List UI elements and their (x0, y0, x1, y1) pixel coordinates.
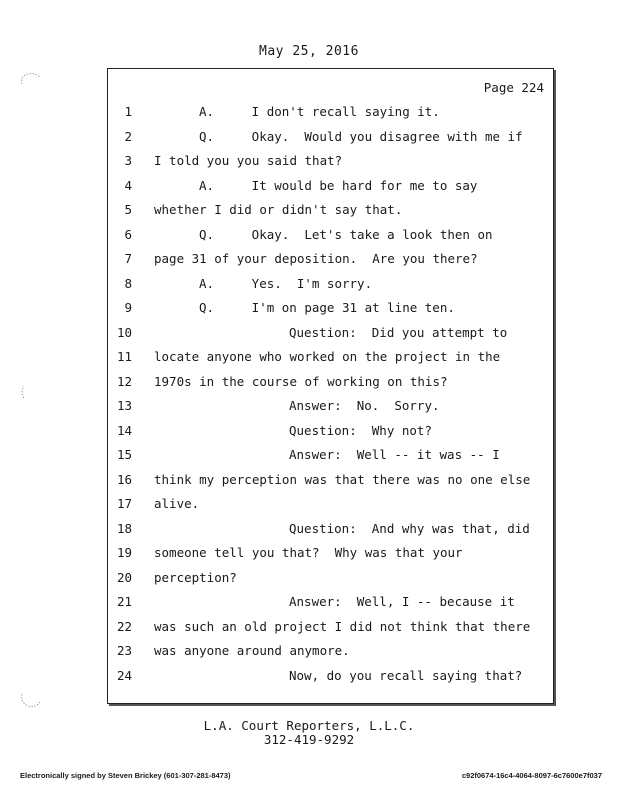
line-number: 17 (116, 496, 132, 511)
line-number: 11 (116, 349, 132, 364)
punch-hole-mark (18, 70, 44, 90)
line-number: 16 (116, 471, 132, 487)
transcript-line (0, 496, 618, 520)
transcript-line (0, 521, 618, 545)
line-text: Answer: Well -- it was -- I (289, 447, 500, 462)
transcript-line (0, 349, 618, 373)
line-text: I told you you said that? (154, 153, 343, 168)
line-number: 19 (116, 545, 132, 560)
line-number: 7 (124, 251, 132, 266)
line-number: 2 (124, 128, 132, 144)
line-number: 8 (124, 275, 132, 291)
line-number: 18 (116, 520, 132, 536)
line-number: 20 (116, 569, 132, 585)
transcript-line (0, 545, 618, 569)
line-text: perception? (154, 569, 237, 585)
transcript-line (0, 447, 618, 471)
line-number: 9 (124, 300, 132, 315)
line-number: 13 (116, 398, 132, 413)
transcript-line (0, 178, 618, 202)
line-text: Q. I'm on page 31 at line ten. (199, 300, 455, 315)
transcript-line (0, 423, 618, 447)
line-number: 24 (116, 667, 132, 683)
line-text: was such an old project I did not think that there (154, 618, 531, 634)
line-text: alive. (154, 496, 200, 511)
line-number: 21 (116, 594, 132, 609)
line-text: 1970s in the course of working on this? (154, 373, 448, 389)
line-number: 5 (124, 202, 132, 217)
line-text: A. I don't recall saying it. (199, 104, 440, 119)
line-text: Answer: No. Sorry. (289, 398, 440, 413)
transcript-line (0, 300, 618, 324)
transcript-line (0, 325, 618, 349)
line-text: Now, do you recall saying that? (289, 667, 523, 683)
line-number: 22 (116, 618, 132, 634)
transcript-line (0, 570, 618, 594)
line-text: Question: Why not? (289, 422, 432, 438)
transcript-line (0, 202, 618, 226)
line-text: Question: And why was that, did (289, 520, 530, 536)
transcript-line (0, 251, 618, 275)
line-text: page 31 of your deposition. Are you there? (154, 251, 478, 266)
line-number: 4 (124, 177, 132, 193)
document-id: c92f0674-16c4-4064-8097-6c7600e7f037 (461, 771, 602, 780)
line-number: 14 (116, 422, 132, 438)
transcript-line (0, 594, 618, 618)
line-number: 3 (124, 153, 132, 168)
transcript-line (0, 643, 618, 667)
line-text: Answer: Well, I -- because it (289, 594, 515, 609)
line-number: 1 (124, 104, 132, 119)
transcript-line (0, 153, 618, 177)
transcript-line (0, 398, 618, 422)
reporter-phone: 312-419-9292 (263, 732, 355, 747)
line-number: 10 (116, 324, 132, 340)
line-text: whether I did or didn't say that. (154, 202, 403, 217)
transcript-line (0, 104, 618, 128)
line-text: Q. Okay. Would you disagree with me if (199, 128, 523, 144)
transcript-line (0, 668, 618, 692)
line-number: 15 (116, 447, 132, 462)
transcript-line (0, 374, 618, 398)
line-number: 23 (116, 643, 132, 658)
transcript-line (0, 472, 618, 496)
line-text: A. It would be hard for me to say (199, 177, 478, 193)
line-text: someone tell you that? Why was that your (154, 545, 463, 560)
punch-hole-mark (18, 382, 44, 402)
transcript-line (0, 129, 618, 153)
line-text: think my perception was that there was no one else (154, 471, 531, 487)
transcript-line (0, 619, 618, 643)
transcript-line (0, 227, 618, 251)
line-text: A. Yes. I'm sorry. (199, 275, 373, 291)
transcript-date: May 25, 2016 (259, 44, 359, 59)
reporter-company: L.A. Court Reporters, L.L.C. (203, 718, 415, 733)
page-number: Page 224 (483, 80, 544, 95)
line-text: Question: Did you attempt to (289, 324, 508, 340)
punch-hole-mark (18, 690, 44, 710)
line-number: 12 (116, 373, 132, 389)
line-number: 6 (124, 226, 132, 242)
line-text: locate anyone who worked on the project in the (154, 349, 501, 364)
line-text: was anyone around anymore. (154, 643, 350, 658)
transcript-line (0, 276, 618, 300)
electronic-signature-note: Electronically signed by Steven Brickey (601-307-281-8473) (20, 771, 231, 780)
line-text: Q. Okay. Let's take a look then on (199, 226, 493, 242)
